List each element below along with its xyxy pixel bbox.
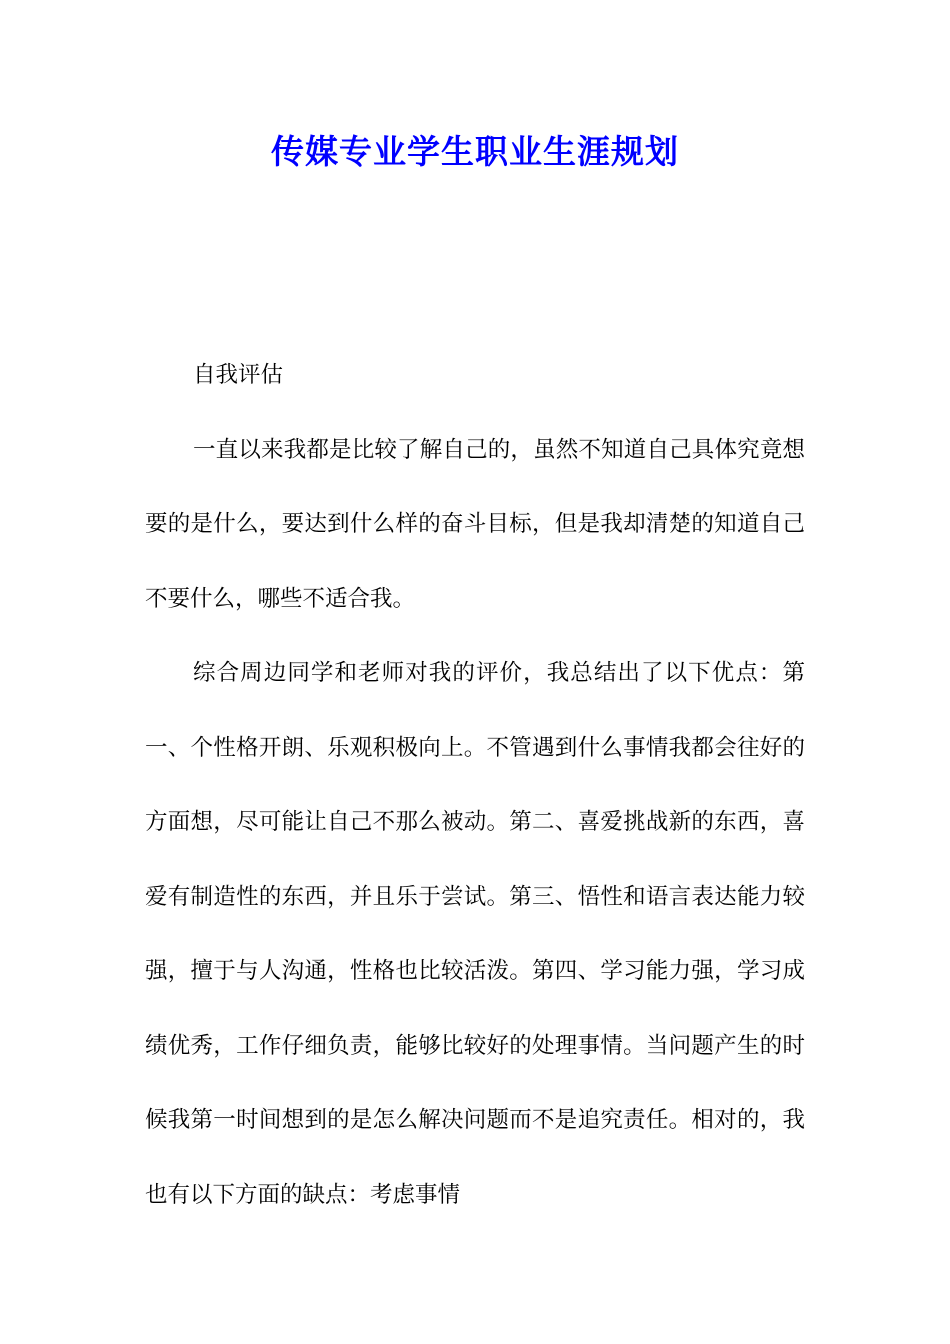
paragraph-self-understanding: 一直以来我都是比较了解自己的，虽然不知道自己具体究竟想要的是什么，要达到什么样的奋斗目标，但是我却清楚的知道自己不要什么，哪些不适合我。	[145, 436, 805, 612]
section-heading-self-assessment: 自我评估	[193, 362, 284, 388]
document-title: 传媒专业学生职业生涯规划	[271, 132, 679, 171]
document-body	[145, 338, 805, 1232]
paragraph-strengths-weaknesses: 综合周边同学和老师对我的评价，我总结出了以下优点：第一、个性格开朗、乐观积极向上。不管遇到什么事情我都会往好的方面想，尽可能让自己不那么被动。第二、喜爱挑战新的东西，喜爱有制造性的东西，并且乐于尝试。第三、悟性和语言表达能力较强，擅于与人沟通，性格也比较活泼。第四、学习能力强，学习成绩优秀，工作仔细负责，能够比较好的处理事情。当问题产生的时候我第一时间想到的是怎么解决问题而不是追究责任。相对的，我也有以下方面的缺点：考虑事情	[145, 660, 805, 1208]
